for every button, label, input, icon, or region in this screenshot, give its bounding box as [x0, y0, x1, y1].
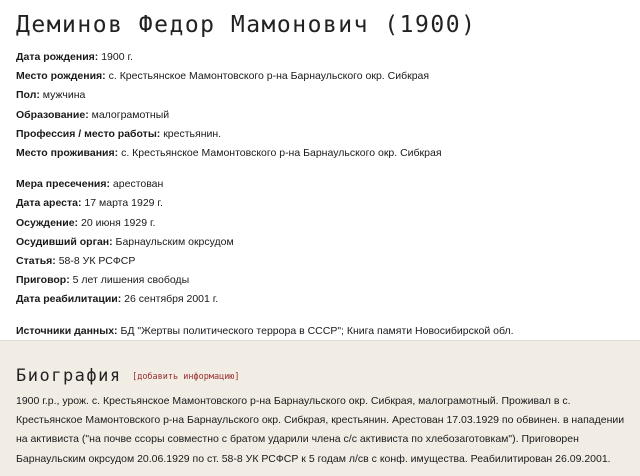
- field-label: Мера пресечения:: [16, 178, 110, 191]
- field-sources: [16, 322, 640, 341]
- field-value: БД "Жертвы политического террора в СССР"; Книга памяти Новосибирской обл.: [120, 324, 514, 337]
- biography-text: 1900 г.р., урож. с. Крестьянское Мамонтовского р-на Барнаульского окр. Сибкрая, малограмотный. Проживал в с. Крестьянское Мамонтовского р-на Барнаульского окр. Сибкрая, крестьянин. Арестован 17.03.1929 по обвинен. в нападении на активиста ("на почве ссоры совместно с братом ударили члена с/с активиста по хлебозаготовкам"). Приговорен Барнаульским окрсудом 20.06.1929 по ст. 58-8 УК РСФСР к 5 годам л/св с конф. имущества. Реабилитирован 26.09.2001.: [16, 395, 625, 465]
- field-value: 26 сентября 2001 г.: [124, 293, 219, 306]
- field-label: Дата рождения:: [16, 51, 99, 63]
- field-label: Приговор:: [16, 274, 70, 287]
- field-restraint: [16, 175, 640, 194]
- field-label: Осуждение:: [16, 216, 79, 229]
- field-value: 1900 г.: [101, 51, 133, 63]
- divider: [0, 340, 640, 341]
- field-residence: [16, 144, 640, 163]
- field-sentence: [16, 271, 640, 290]
- biography-header: [16, 366, 240, 386]
- field-label: Пол:: [16, 89, 40, 102]
- field-birth-date: [16, 48, 640, 67]
- field-value: крестьянин.: [163, 127, 222, 140]
- add-info-link[interactable]: [добавить информацию]: [132, 372, 240, 382]
- field-label: Осудивший орган:: [16, 235, 113, 248]
- field-article: [16, 252, 640, 271]
- field-birth-place: [16, 67, 640, 86]
- field-label: Дата реабилитации:: [16, 293, 122, 306]
- biography-title: Биография: [16, 366, 122, 386]
- field-gender: [16, 86, 640, 105]
- field-convicting-body: [16, 233, 640, 252]
- field-value: с. Крестьянское Мамонтовского р-на Барнаульского окр. Сибкрая: [121, 147, 442, 160]
- field-conviction-date: [16, 214, 640, 233]
- field-label: Место проживания:: [16, 147, 119, 160]
- field-arrest-date: [16, 194, 640, 213]
- field-value: 58-8 УК РСФСР: [58, 255, 136, 268]
- field-value: 17 марта 1929 г.: [84, 197, 163, 210]
- section-gap: [16, 163, 640, 175]
- field-education: [16, 106, 640, 125]
- field-value: малограмотный: [91, 108, 170, 121]
- section-gap: [16, 310, 640, 322]
- field-profession: [16, 125, 640, 144]
- person-title: Деминов Федор Мамонович (1900): [16, 12, 477, 38]
- field-value: 5 лет лишения свободы: [72, 274, 190, 287]
- field-value: Барнаульским окрсудом: [115, 235, 234, 248]
- field-value: мужчина: [42, 89, 86, 102]
- field-value: с. Крестьянское Мамонтовского р-на Барнаульского окр. Сибкрая: [108, 70, 430, 83]
- field-value: арестован: [112, 178, 164, 191]
- field-label: Источники данных:: [16, 324, 118, 337]
- field-label: Место рождения:: [16, 70, 106, 83]
- field-label: Профессия / место работы:: [16, 127, 161, 140]
- field-label: Образование:: [16, 108, 89, 121]
- field-rehabilitation-date: [16, 290, 640, 309]
- field-label: Дата ареста:: [16, 197, 82, 210]
- field-label: Статья:: [16, 255, 56, 268]
- field-value: 20 июня 1929 г.: [80, 216, 156, 229]
